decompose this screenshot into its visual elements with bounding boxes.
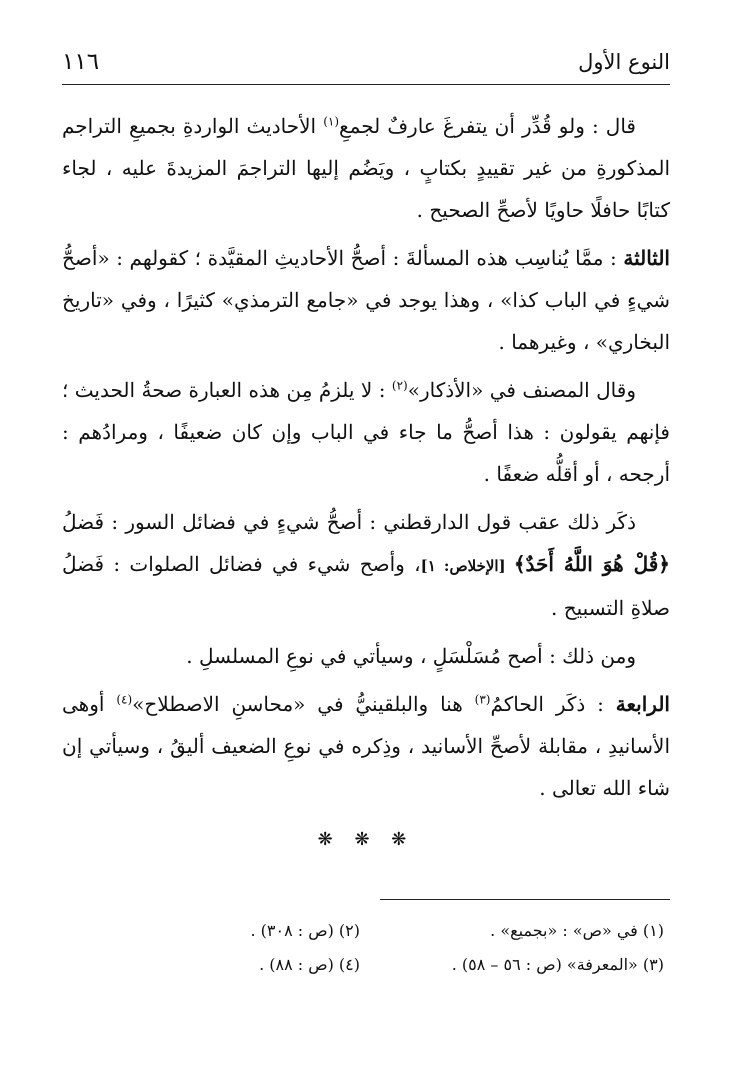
paragraph-6 <box>62 683 670 809</box>
paragraph-5 <box>62 635 670 677</box>
paragraph-4 <box>62 501 670 629</box>
chapter-title: النوع الأول <box>578 50 670 74</box>
footnote-2: (٢) (ص : ٣٠٨) . <box>250 921 360 940</box>
main-text <box>62 105 670 857</box>
footnote-row <box>62 948 670 982</box>
footnote-ref-3: (٣) <box>474 692 491 707</box>
quran-verse: ﴿قُلْ هُوَ اللَّهُ أَحَدٌ﴾ <box>513 552 670 576</box>
section-label-fourth: الرابعة <box>615 692 670 716</box>
footnote-ref-2: (٢) <box>391 378 408 393</box>
footnotes <box>62 914 670 982</box>
p1-text-a: قال : ولو قُدِّر أن يتفرغَ عارفٌ لجمعِ <box>339 114 636 138</box>
p4-text-b: ، وأصح شيء في فضائل الصلوات : فَضلُ صلاةِ التسبيح . <box>62 552 670 620</box>
footnote-divider <box>380 899 670 900</box>
verse-citation: [الإخلاص: ١] <box>420 557 514 575</box>
p2-text: : ممَّا يُناسِب هذه المسألةَ : أصحُّ الأحاديثِ المقيَّدة ؛ كقولهم : «أصحُّ شيءٍ في الباب كذا» ، وهذا يوجد في «جامع الترمذي» كثيرًا ، وفي «تاريخ البخاري» ، وغيرهما . <box>62 246 670 354</box>
footnote-3: (٣) «المعرفة» (ص : ٥٦ – ٥٨) . <box>451 955 664 974</box>
paragraph-2 <box>62 237 670 363</box>
p3-text-a: وقال المصنف في «الأذكار» <box>407 378 636 402</box>
section-label-third: الثالثة <box>623 246 670 270</box>
page <box>62 40 670 982</box>
p6-text-b: هنا والبلقينيُّ في «محاسنِ الاصطلاح» <box>132 692 475 716</box>
paragraph-1 <box>62 105 670 231</box>
paragraph-3 <box>62 369 670 495</box>
page-number: ١١٦ <box>62 49 100 75</box>
section-separator: ❋ ❋ ❋ <box>317 829 415 850</box>
p6-text-a: : ذكَر الحاكمُ <box>490 692 616 716</box>
p6-text-c: أوهى الأسانيدِ ، مقابلة لأصحِّ الأسانيد ، وذِكره في نوعِ الضعيف أليقُ ، وسيأتي إن شاء الله تعالى . <box>62 692 670 800</box>
footnote-1: (١) في «ص» : «بجميع» . <box>490 921 664 940</box>
p3-text-b: : لا يلزمُ مِن هذه العبارة صحةُ الحديث ؛ فإنهم يقولون : هذا أصحُّ ما جاء في الباب وإن كان ضعيفًا ، ومرادُهم : أرجحه ، أو أقلُّه ضعفًا . <box>62 378 670 486</box>
footnote-ref-4: (٤) <box>116 692 133 707</box>
footnote-4: (٤) (ص : ٨٨) . <box>259 955 360 974</box>
p4-text-a: ذكَر ذلك عقب قول الدارقطني : أصحُّ شيءٍ في فضائل السور : فَضلُ <box>62 510 636 534</box>
p5-text: ومن ذلك : أصح مُسَلْسَلٍ ، وسيأتي في نوعِ المسلسلِ . <box>186 644 636 668</box>
footnote-ref-1: (١) <box>323 114 340 129</box>
page-header <box>62 40 670 85</box>
p1-text-b: الأحاديث الواردةِ بجميعِ التراجم المذكورةِ من غير تقييدٍ بكتابٍ ، ويَضُم إليها التراجمَ المزيدةَ عليه ، لجاء كتابًا حافلًا حاويًا لأصحِّ الصحيح . <box>62 114 670 222</box>
footnote-row <box>62 914 670 948</box>
